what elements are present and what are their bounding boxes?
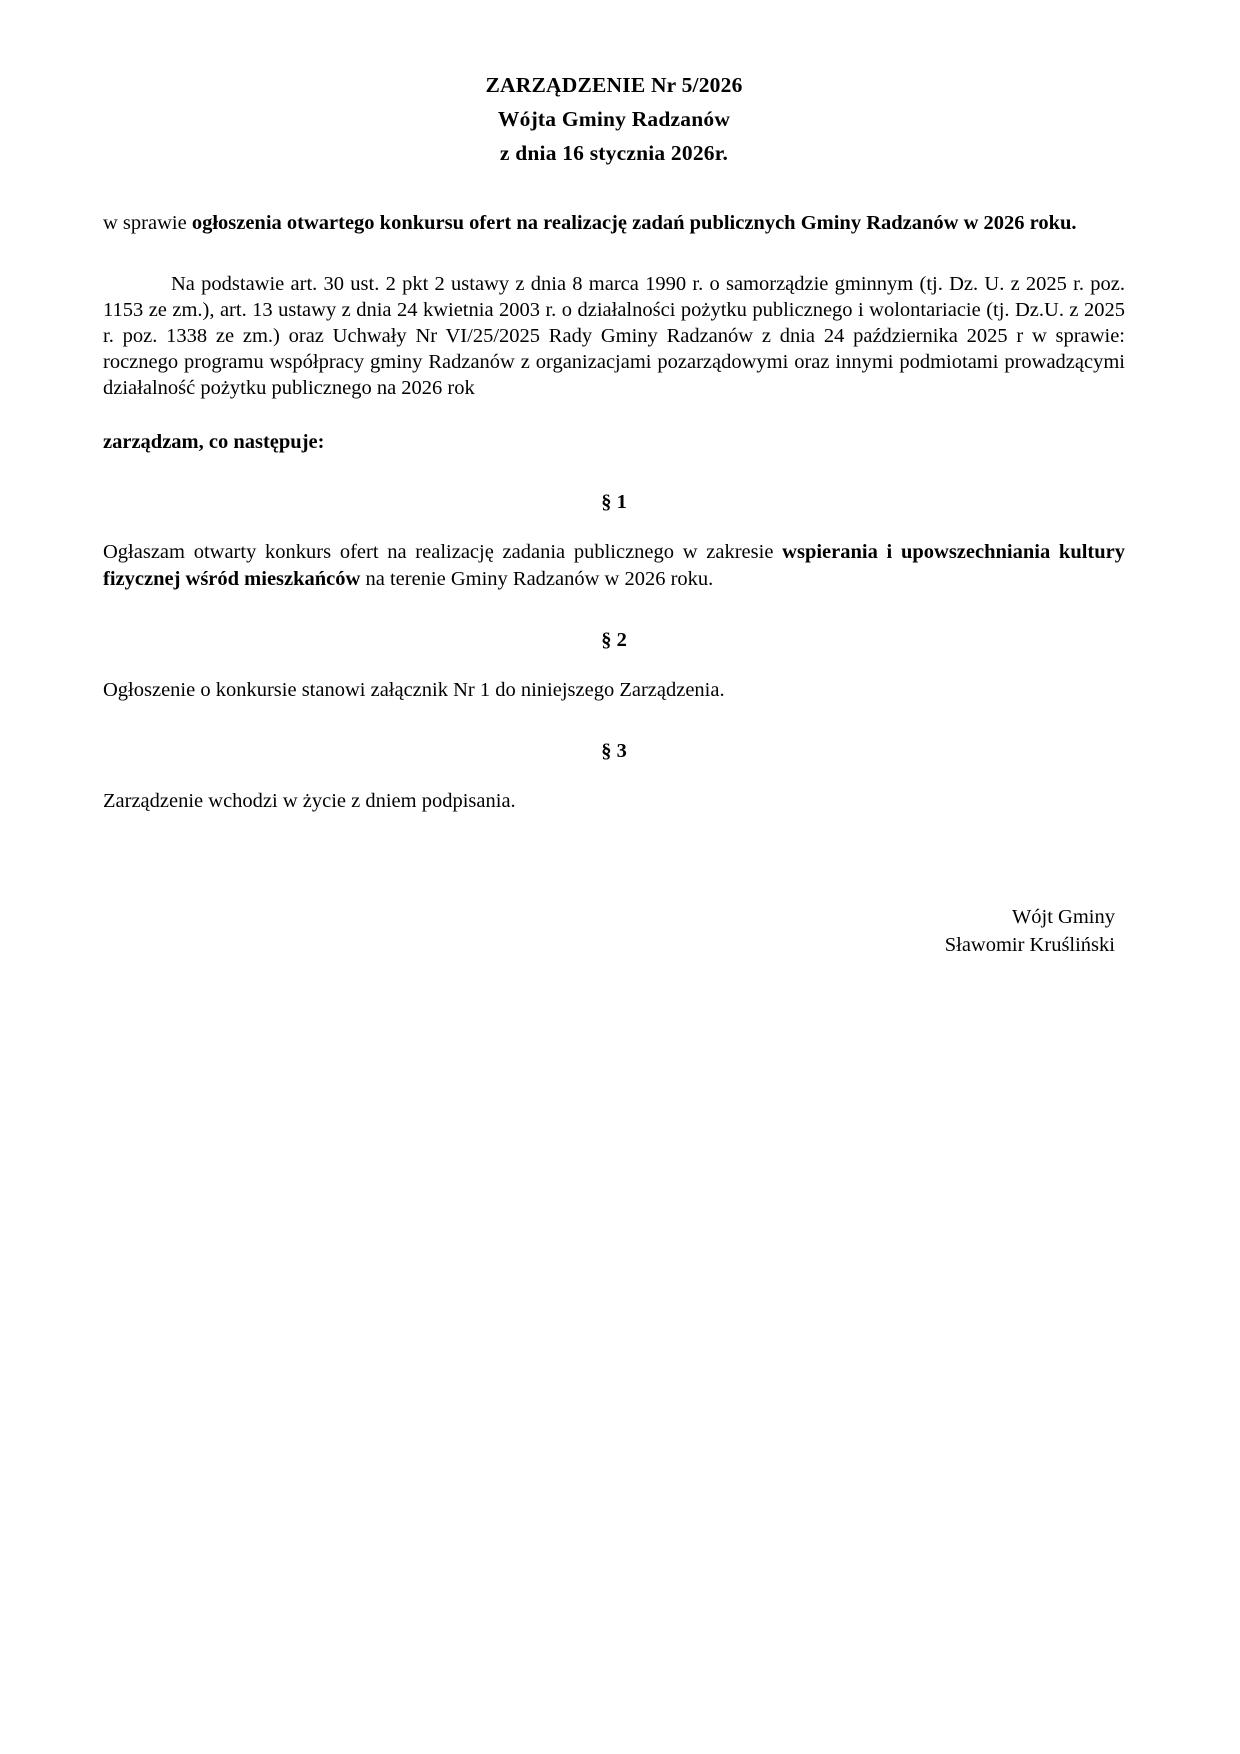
section-heading-3: § 3 bbox=[601, 740, 627, 762]
subject-lead: w sprawie bbox=[103, 212, 192, 234]
section-heading-1: § 1 bbox=[601, 491, 627, 513]
title-authority: Wójta Gminy Radzanów bbox=[497, 107, 731, 131]
signature-name: Sławomir Kruśliński bbox=[944, 934, 1115, 956]
section-1-text-after: na terenie Gminy Radzanów w 2026 roku. bbox=[360, 568, 714, 590]
section-1-text-bold: wspierania i upowszechniania kultury fizycznej wśród mieszkańców bbox=[103, 541, 1125, 590]
section-heading-2: § 2 bbox=[601, 629, 627, 651]
document-title-block bbox=[103, 0, 1125, 170]
signature-block bbox=[103, 903, 1125, 959]
section-body-1 bbox=[103, 539, 1125, 593]
title-date: z dnia 16 stycznia 2026r. bbox=[499, 141, 729, 165]
page-title: ZARZĄDZENIE Nr 5/2026 bbox=[485, 73, 743, 97]
legal-basis-paragraph: Na podstawie art. 30 ust. 2 pkt 2 ustawy z dnia 8 marca 1990 r. o samorządzie gminnym (tj. Dz. U. z 2025 r. poz. 1153 ze zm.), art. 13 ustawy z dnia 24 kwietnia 2003 r. o działalności pożytku publicznego i wolontariacie (tj. Dz.U. z 2025 r. poz. 1338 ze zm.) oraz Uchwały Nr VI/25/2025 Rady Gminy Radzanów z dnia 24 października 2025 r w sprawie: rocznego programu współpracy gminy Radzanów z organizacjami pozarządowymi oraz innymi podmiotami prowadzącymi działalność pożytku publicznego na 2026 rok bbox=[103, 273, 1125, 399]
section-body-2: Ogłoszenie o konkursie stanowi załącznik Nr 1 do niniejszego Zarządzenia. bbox=[103, 679, 725, 701]
document-content bbox=[103, 0, 1125, 959]
section-1-text-before: Ogłaszam otwarty konkurs ofert na realizację zadania publicznego w zakresie bbox=[103, 541, 783, 563]
subject-bold: ogłoszenia otwartego konkursu ofert na realizację zadań publicznych Gminy Radzanów w 2026 roku. bbox=[191, 212, 1077, 234]
subject-paragraph bbox=[103, 210, 1125, 237]
signature-role: Wójt Gminy bbox=[1011, 906, 1115, 928]
section-body-3: Zarządzenie wchodzi w życie z dniem podpisania. bbox=[103, 790, 516, 812]
decree-phrase: zarządzam, co następuje: bbox=[103, 431, 325, 453]
